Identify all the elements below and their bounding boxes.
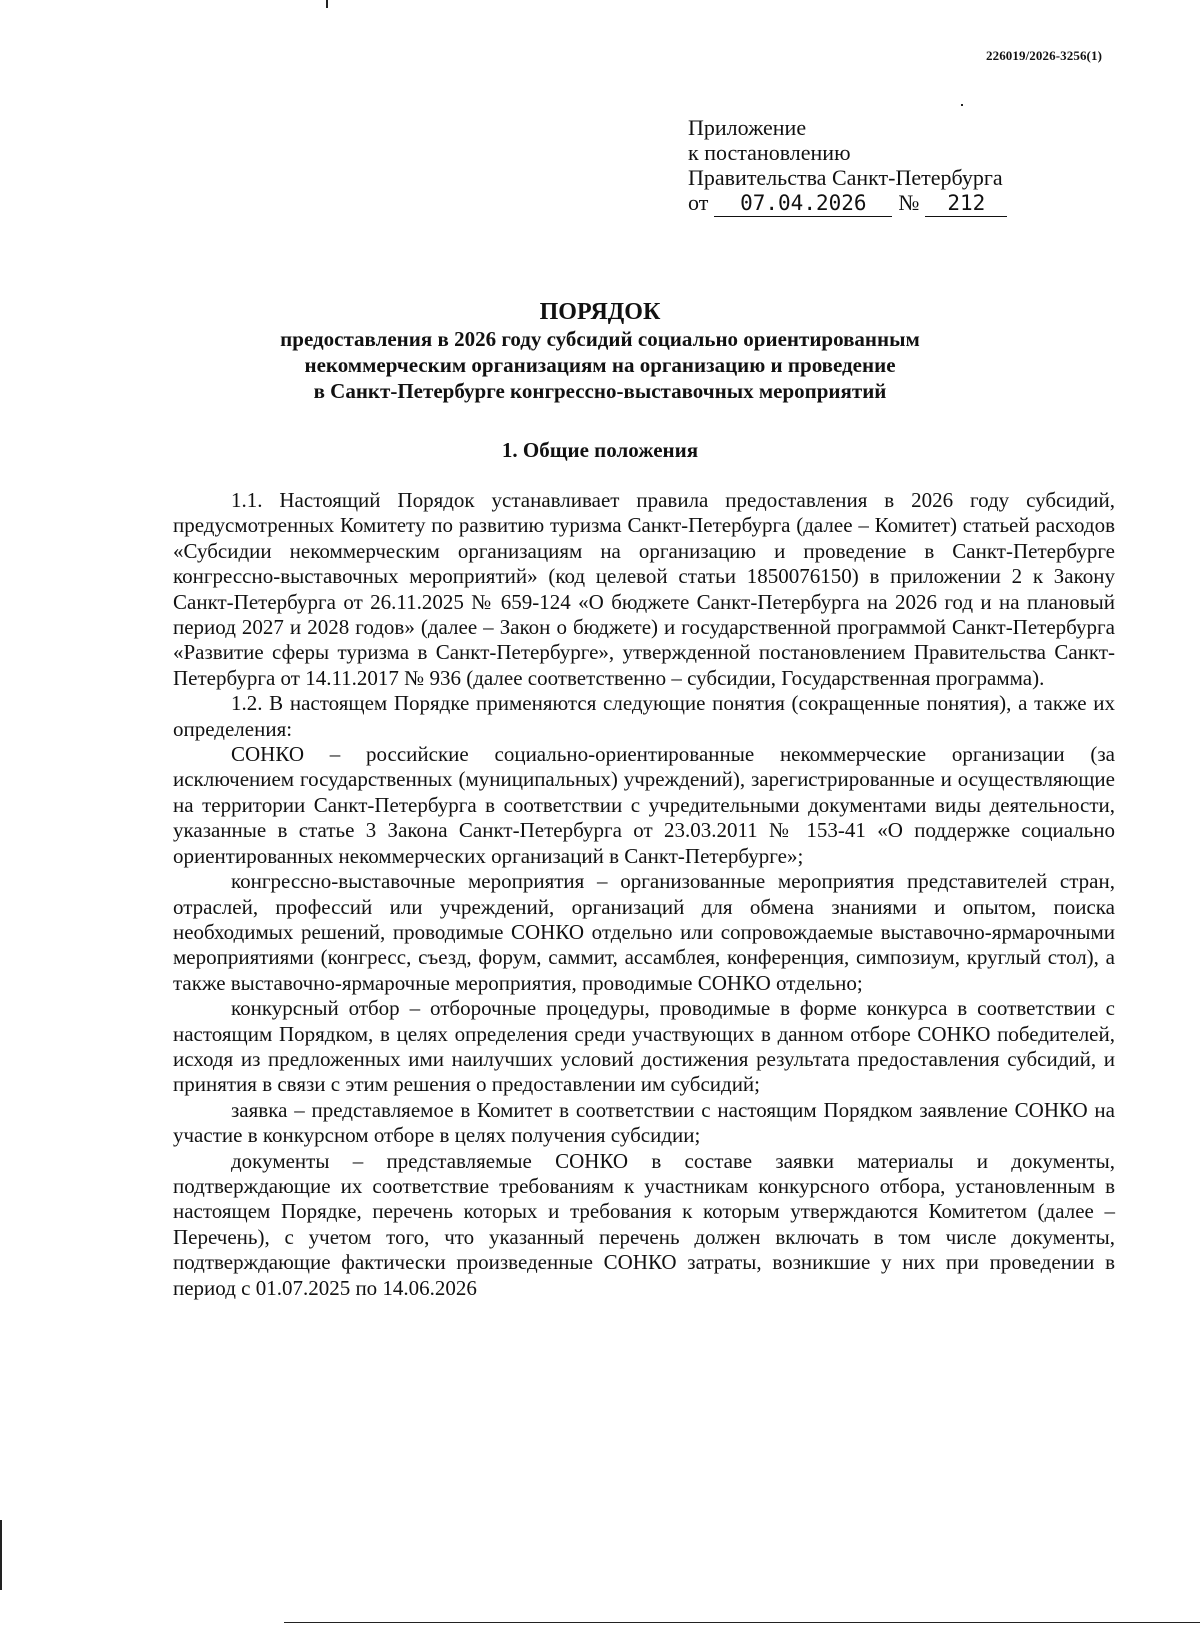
body-text: [173, 488, 1115, 1301]
title-line-2: некоммерческим организациям на организацию и проведение: [304, 353, 896, 377]
appendix-line-2: к постановлению: [688, 140, 851, 165]
scan-dot: [961, 104, 963, 106]
title-line-3: в Санкт-Петербурге конгрессно-выставочных мероприятий: [313, 379, 887, 403]
appendix-line-1: Приложение: [688, 115, 807, 140]
paragraph: конкурсный отбор – отборочные процедуры, проводимые в форме конкурса в соответствии с настоящим Порядком, в целях определения среди участвующих в данном отборе СОНКО победителей, исходя из предложенных ими наилучших условий достижения результата предоставления субсидий, и принятия в связи с этим решения о предоставлении им субсидий;: [173, 996, 1115, 1097]
scan-edge-mark-left: [0, 1520, 2, 1590]
paragraph: заявка – представляемое в Комитет в соответствии с настоящим Порядком заявление СОНКО на участие в конкурсном отборе в целях получения субсидии;: [173, 1097, 1115, 1148]
paragraph: СОНКО – российские социально-ориентированные некоммерческие организации (за исключением государственных (муниципальных) учреждений), зарегистрированные и осуществляющие на территории Санкт-Петербурга в соответствии с учредительными документами виды деятельности, указанные в статье 3 Закона Санкт-Петербурга от 23.03.2011 № 153-41 «О поддержке социально ориентированных некоммерческих организаций в Санкт-Петербурге»;: [173, 742, 1115, 868]
appendix-block: [688, 115, 1007, 217]
scan-edge-line-bottom: [284, 1622, 1200, 1623]
document-title: [170, 298, 1030, 404]
number-label: №: [898, 190, 920, 215]
scan-edge-mark-top: [326, 0, 328, 8]
paragraph: 1.1. Настоящий Порядок устанавливает правила предоставления в 2026 году субсидий, предусмотренных Комитету по развитию туризма Санкт-Петербурга (далее – Комитет) статьей расходов «Субсидии некоммерческим организациям на организацию и проведение в Санкт-Петербурге конгрессно-выставочных мероприятий» (код целевой статьи 1850076150) в приложении 2 к Закону Санкт-Петербурга от 26.11.2025 № 659-124 «О бюджете Санкт-Петербурга на 2026 год и на плановый период 2027 и 2028 годов» (далее – Закон о бюджете) и государственной программой Санкт-Петербурга «Развитие сферы туризма в Санкт-Петербурге», утвержденной постановлением Правительства Санкт-Петербурга от 14.11.2017 № 936 (далее соответственно – субсидии, Государственная программа).: [173, 488, 1115, 690]
decree-number: 212: [925, 191, 1007, 217]
decree-date: 07.04.2026: [714, 191, 892, 217]
paragraph: конгрессно-выставочные мероприятия – организованные мероприятия представителей стран, отраслей, профессий или учреждений, организаций для обмена знаниями и опытом, поиска необходимых решений, проводимые СОНКО отдельно или сопровождаемые выставочно-ярмарочными мероприятиями (конгресс, съезд, форум, саммит, ассамблея, конференция, симпозиум, круглый стол), а также выставочно-ярмарочные мероприятия, проводимые СОНКО отдельно;: [173, 869, 1115, 995]
paragraph: 1.2. В настоящем Порядке применяются следующие понятия (сокращенные понятия), а также их определения:: [173, 691, 1115, 741]
title-line-1: предоставления в 2026 году субсидий социально ориентированным: [280, 327, 920, 351]
title-main: ПОРЯДОК: [539, 299, 661, 325]
registration-number: 226019/2026-3256(1): [986, 48, 1102, 63]
appendix-line-3: Правительства Санкт-Петербурга: [688, 165, 1003, 190]
paragraph: документы – представляемые СОНКО в составе заявки материалы и документы, подтверждающие их соответствие требованиям к участникам конкурсного отбора, установленным в настоящем Порядке, перечень которых и требования к которым утверждаются Комитетом (далее – Перечень), с учетом того, что указанный перечень должен включать в том числе документы, подтверждающие фактически произведенные СОНКО затраты, возникшие у них при проведении в период с 01.07.2025 по 14.06.2026: [173, 1148, 1115, 1300]
section-heading: 1. Общие положения: [501, 438, 699, 462]
appendix-date-line: [688, 190, 1007, 217]
from-label: от: [688, 190, 709, 215]
